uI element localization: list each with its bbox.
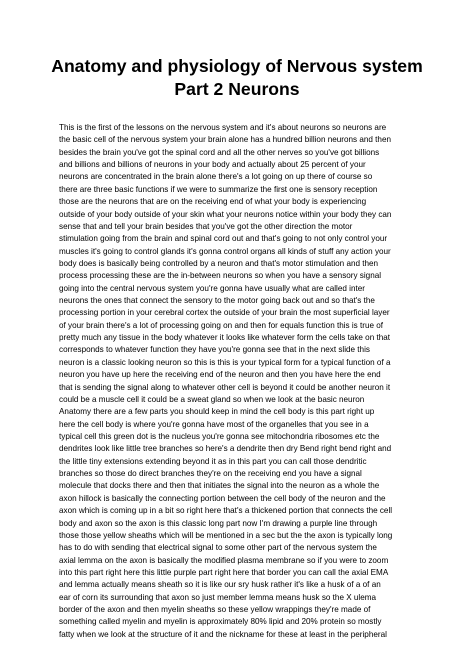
body-line: fatty when we look at the structure of it and the nickname for these at least in the peripheral [59, 629, 387, 639]
body-line: and billions and billions of neurons in your body and actually about 25 percent of your [59, 160, 366, 170]
body-line: sense that and tell your brain besides that you've got the other direction the motor [59, 221, 353, 231]
body-line: corresponds to whatever function they have you're gonna see that in the next slide this [59, 345, 370, 355]
body-line: processing portion in your cerebral cortex the outside of your brain the most superficial layer [59, 308, 390, 318]
body-line: pretty much any tissue in the body whatever it looks like whatever form the cells take on that [59, 333, 391, 343]
body-line: something called myelin and myelin is approximately 80% lipid and 20% protein so mostly [59, 617, 382, 627]
body-line: there are three basic functions if we were to summarize the first one is sensory reception [59, 184, 378, 194]
document-title [20, 55, 454, 101]
body-line: outside of your body outside of your skin what your neurons notice within your body they can [59, 209, 392, 219]
body-line: those are the neurons that are on the receiving end of what your body is experiencing [59, 197, 367, 207]
body-line: neuron you have up here the receiving end of the neuron and then you have here the end [59, 370, 381, 380]
body-line: into this part right here this little purple part right here that border you can call the axial EMA [59, 567, 389, 577]
body-line: and lemma actually means sheath so it is like our sry husk rather it's like a husk of a of an [59, 580, 381, 590]
body-line: those those yellow sheaths which will be mentioned in a sec but the the axon is typically long [59, 530, 393, 540]
body-line: neuron is a classic looking neuron so this is this is your typical form for a typical function of a [59, 357, 391, 367]
body-line: process processing these are the in-between neurons so when you have a sensory signal [59, 271, 382, 281]
body-line: of your brain there's a lot of processing going on and then for equals function this is true of [59, 320, 384, 330]
title-line-2: Part 2 Neurons [174, 79, 300, 99]
body-line: body does is basically being controlled by a neuron and that's motor stimulation and then [59, 258, 379, 268]
body-line: molecule that docks there and then that initiates the signal into the neuron as a whole the [59, 481, 380, 491]
body-line: axial lemma on the axon is basically the modified plasma membrane so if you were to zoom [59, 555, 389, 565]
body-line: typical cell this green dot is the nucleus you're gonna see mitochondria ribosomes etc the [59, 431, 380, 441]
document-body [59, 122, 429, 641]
body-line: muscles it's going to control glands it's gonna control organs all kinds of stuff any action your [59, 246, 391, 256]
body-line: the little tiny extensions extending beyond it as in this part you can call those dendritic [59, 456, 367, 466]
title-line-1: Anatomy and physiology of Nervous system [51, 56, 423, 76]
body-line: axon which is coming up in a bit so right here that's a thickened portion that connects the cell [59, 506, 393, 516]
body-line: stimulation going from the brain and spinal cord out and that's going to not only control your [59, 234, 388, 244]
body-line: the basic cell of the nervous system your brain alone has a hundred billion neurons and then [59, 135, 391, 145]
body-line: dendrites look like little tree branches so here's a dendrite then dry Bend right bend right and [59, 444, 392, 454]
body-line: going into the central nervous system you're gonna have usually what are called inter [59, 283, 365, 293]
body-line: besides the brain you've got the spinal cord and all the other nerves so you've got billions [59, 147, 380, 157]
body-line: border of the axon and then myelin sheaths so these yellow wrappings they're made of [59, 605, 371, 615]
body-line: branches so those do direct branches they're on the receiving end you have a signal [59, 469, 362, 479]
body-line: This is the first of the lessons on the nervous system and it's about neurons so neurons are [59, 123, 387, 132]
body-line: neurons the ones that connect the sensory to the motor going back out and so that's the [59, 296, 375, 306]
body-line: Anatomy there are a few parts you should keep in mind the cell body is this part right up [59, 407, 375, 417]
body-line: axon hillock is basically the connecting portion between the cell body of the neuron and the [59, 493, 386, 503]
body-line: body and axon so the axon is this classic long part now I'm drawing a purple line through [59, 518, 378, 528]
body-line: that is sending the signal along to whatever other cell is beyond it could be another neuron it [59, 382, 391, 392]
body-line: could be a muscle cell it could be a sweat gland so when we look at the basic neuron [59, 394, 365, 404]
body-line: neurons are concentrated in the brain alone there's a lot going on up there of course so [59, 172, 373, 182]
body-line: here the cell body is where you're gonna have most of the organelles that you see in a [59, 419, 369, 429]
body-line: has to do with sending that electrical signal to some other part of the nervous system the [59, 543, 377, 553]
body-line: ear of corn its surrounding that axon so just member lemma means husk so the X ulema [59, 592, 377, 602]
